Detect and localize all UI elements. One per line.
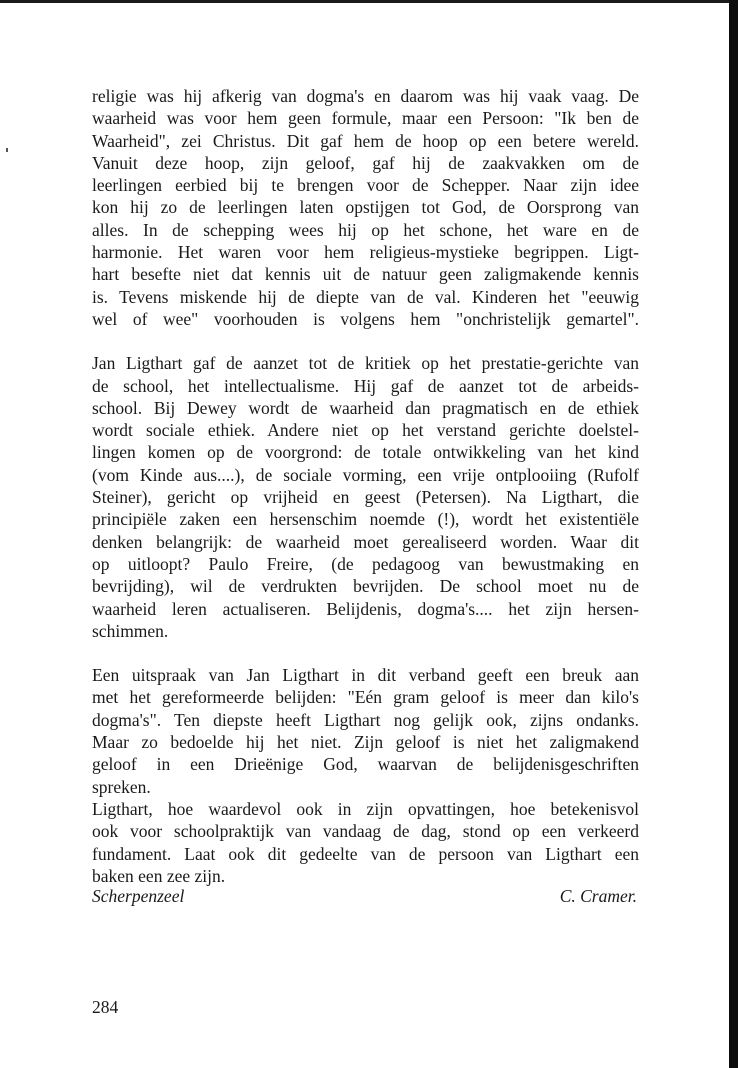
paragraph-1 — [92, 85, 639, 330]
text-line: harmonie. Het waren voor hem religieus-mystieke begrippen. Ligt- — [92, 242, 639, 263]
text-line: bevrijding), wil de verdrukten bevrijden. De school moet nu de — [92, 576, 639, 597]
text-line: hart besefte niet dat kennis uit de natuur geen zaligmakende kennis — [92, 264, 639, 285]
text-line: wordt sociale ethiek. Andere niet op het verstand gerichte doelstel- — [92, 420, 639, 441]
text-line: fundament. Laat ook dit gedeelte van de persoon van Ligthart een — [92, 843, 639, 864]
text-line: alles. In de schepping wees hij op het schone, het ware en de — [92, 219, 639, 240]
text-line: op uitloopt? Paulo Freire, (de pedagoog van bewustmaking en — [92, 553, 639, 574]
text-line: baken een zee zijn. — [92, 865, 226, 886]
text-line: met het gereformeerde belijden: "Eén gram geloof is meer dan kilo's — [92, 687, 639, 708]
text-line: Maar zo bedoelde hij het niet. Zijn geloof is niet het zaligmakend — [92, 732, 639, 753]
scan-margin-mark — [6, 148, 8, 152]
text-line: Steiner), gericht op vrijheid en geest (Petersen). Na Ligthart, die — [92, 487, 639, 508]
text-line: de school, het intellectualisme. Hij gaf de aanzet tot de arbeids- — [92, 375, 639, 396]
paragraph-3 — [92, 664, 639, 887]
paragraph-2 — [92, 352, 639, 642]
text-line: Vanuit deze hoop, zijn geloof, gaf hij de zaakvakken om de — [92, 152, 639, 173]
scan-right-edge — [729, 0, 738, 1068]
text-line: school. Bij Dewey wordt de waarheid dan pragmatisch en de ethiek — [92, 397, 639, 418]
page-number: 284 — [92, 997, 119, 1017]
text-line: religie was hij afkerig van dogma's en daarom was hij vaak vaag. De — [92, 86, 639, 106]
text-line: waarheid leren actualiseren. Belijdenis, dogma's.... het zijn hersen- — [92, 598, 639, 619]
signature-author: C. Cramer. — [559, 886, 637, 906]
text-line: dogma's". Ten diepste heeft Ligthart nog gelijk ook, zijns ondanks. — [92, 709, 639, 730]
text-line: geloof in een Drieënige God, waarvan de belijdenisgeschriften — [92, 754, 639, 775]
text-line: (vom Kinde aus....), de sociale vorming, een vrije ontplooiing (Rufolf — [92, 464, 639, 485]
text-line: lingen komen op de voorgrond: de totale ontwikkeling van het kind — [92, 442, 639, 463]
text-line: Een uitspraak van Jan Ligthart in dit verband geeft een breuk aan — [92, 665, 639, 686]
paragraph-gap — [92, 330, 639, 352]
text-line: principiële zaken een hersenschim noemde (!), wordt het existentiële — [92, 509, 639, 530]
text-line: leerlingen eerbied bij te brengen voor de Schepper. Naar zijn idee — [92, 175, 639, 196]
paragraph-gap — [92, 642, 639, 664]
text-line: schimmen. — [92, 620, 169, 641]
text-line: Waarheid", zei Christus. Dit gaf hem de hoop op een betere wereld. — [92, 130, 639, 151]
text-line: Ligthart, hoe waardevol ook in zijn opvattingen, hoe betekenisvol — [92, 798, 639, 819]
text-line: waarheid was voor hem geen formule, maar een Persoon: "Ik ben de — [92, 108, 639, 129]
text-line: kon hij zo de leerlingen laten opstijgen tot God, de Oorsprong van — [92, 197, 639, 218]
scan-top-edge — [0, 0, 738, 3]
text-line: denken belangrijk: de waarheid moet gerealiseerd worden. Waar dit — [92, 531, 639, 552]
text-line: spreken. — [92, 776, 151, 797]
text-line: Jan Ligthart gaf de aanzet tot de kritiek op het prestatie-gerichte van — [92, 353, 639, 374]
text-line: is. Tevens miskende hij de diepte van de val. Kinderen het "eeuwig — [92, 286, 639, 307]
body-text — [92, 85, 639, 887]
signature-place: Scherpenzeel — [92, 886, 185, 906]
text-line: wel of wee" voorhouden is volgens hem "onchristelijk gemartel". — [92, 308, 639, 329]
text-line: ook voor schoolpraktijk van vandaag de dag, stond op een verkeerd — [92, 821, 639, 842]
